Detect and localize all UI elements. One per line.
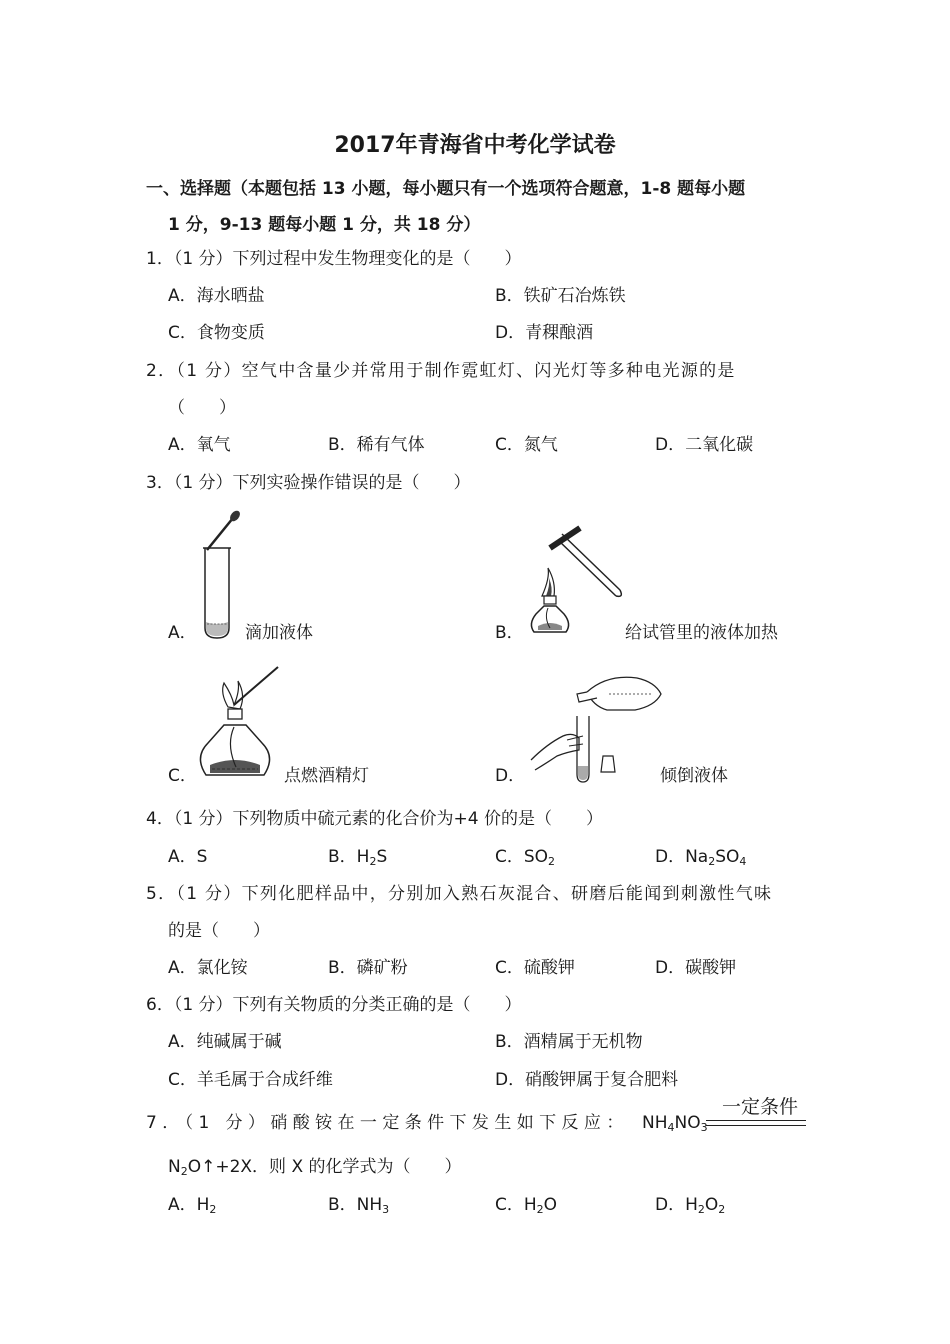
q6-option-d[interactable]: D．硝酸钾属于复合肥料 [495, 1070, 679, 1090]
q4-option-d[interactable]: D．$Na_2SO_4$ [655, 847, 747, 868]
q7-reactant: $NH_4NO_3$ [642, 1113, 708, 1134]
q3-option-c-letter[interactable]: C． [168, 766, 197, 786]
q4-option-a[interactable]: A．S [168, 847, 208, 867]
q5-stem-line2: 的是（ ） [168, 921, 270, 941]
q3-option-d-letter[interactable]: D． [495, 766, 526, 786]
q1-option-c[interactable]: C．食物变质 [168, 323, 265, 343]
q6-option-c[interactable]: C．羊毛属于合成纤维 [168, 1070, 333, 1090]
q7-equals-line-top [706, 1120, 806, 1121]
q2-option-b[interactable]: B．稀有气体 [328, 435, 425, 455]
q7-option-c[interactable]: C．$H_2O$ [495, 1195, 558, 1216]
q1-option-a[interactable]: A．海水晒盐 [168, 286, 265, 306]
dropper-test-tube-illustration [195, 510, 245, 640]
q5-option-b[interactable]: B．磷矿粉 [328, 958, 408, 978]
q5-option-c[interactable]: C．硫酸钾 [495, 958, 575, 978]
alcohol-lamp-illustration [200, 665, 285, 780]
q6-option-b[interactable]: B．酒精属于无机物 [495, 1032, 643, 1052]
q2-stem-line1: 2．（1 分）空气中含量少并常用于制作霓虹灯、闪光灯等多种电光源的是 [146, 361, 736, 381]
q3-option-b-letter[interactable]: B． [495, 623, 524, 643]
q4-stem: 4．（1 分）下列物质中硫元素的化合价为+4 价的是（ ） [146, 809, 603, 829]
heating-test-tube-illustration [520, 528, 630, 638]
q3-option-c-text: 点燃酒精灯 [284, 766, 369, 786]
q2-stem-line2: （ ） [168, 398, 236, 418]
q7-stem-line2: $N_2O↑+2X$．则 X 的化学式为（ ） [168, 1157, 462, 1178]
q6-stem: 6．（1 分）下列有关物质的分类正确的是（ ） [146, 995, 522, 1015]
q2-option-c[interactable]: C．氮气 [495, 435, 558, 455]
q5-option-d[interactable]: D．碳酸钾 [655, 958, 737, 978]
q2-option-d[interactable]: D．二氧化碳 [655, 435, 754, 455]
q7-reaction-condition: 一定条件 [721, 1096, 798, 1118]
q1-option-d[interactable]: D．青稞酿酒 [495, 323, 594, 343]
q7-option-a[interactable]: A．$H_2$ [168, 1195, 217, 1216]
q5-stem-line1: 5．（1 分）下列化肥样品中，分别加入熟石灰混合、研磨后能闻到刺激性气味 [146, 884, 773, 904]
q6-option-a[interactable]: A．纯碱属于碱 [168, 1032, 282, 1052]
q7-stem-line1: 7．（1 分）硝酸铵在一定条件下发生如下反应： [146, 1113, 629, 1133]
q3-option-a-text: 滴加液体 [245, 623, 313, 643]
q7-equals-line-bottom [706, 1125, 806, 1126]
q3-stem: 3．（1 分）下列实验操作错误的是（ ） [146, 473, 471, 493]
q1-stem: 1．（1 分）下列过程中发生物理变化的是（ ） [146, 249, 522, 269]
q7-option-b[interactable]: B．$NH_3$ [328, 1195, 390, 1216]
q7-option-d[interactable]: D．$H_2O_2$ [655, 1195, 726, 1216]
section-header-line2: 1 分，9-13 题每小题 1 分，共 18 分） [168, 215, 481, 235]
q3-option-b-text: 给试管里的液体加热 [625, 623, 778, 643]
q3-option-a-letter[interactable]: A． [168, 623, 197, 643]
q5-option-a[interactable]: A．氯化铵 [168, 958, 248, 978]
q2-option-a[interactable]: A．氧气 [168, 435, 231, 455]
q1-option-b[interactable]: B．铁矿石冶炼铁 [495, 286, 626, 306]
q3-option-d-text: 倾倒液体 [660, 766, 728, 786]
pouring-liquid-illustration [527, 670, 667, 785]
q4-option-c[interactable]: C．$SO_2$ [495, 847, 556, 868]
q4-option-b[interactable]: B．$H_2S$ [328, 847, 388, 868]
page-title: 2017年青海省中考化学试卷 [334, 133, 616, 158]
section-header-line1: 一、选择题（本题包括 13 小题，每小题只有一个选项符合题意，1-8 题每小题 [146, 179, 746, 199]
